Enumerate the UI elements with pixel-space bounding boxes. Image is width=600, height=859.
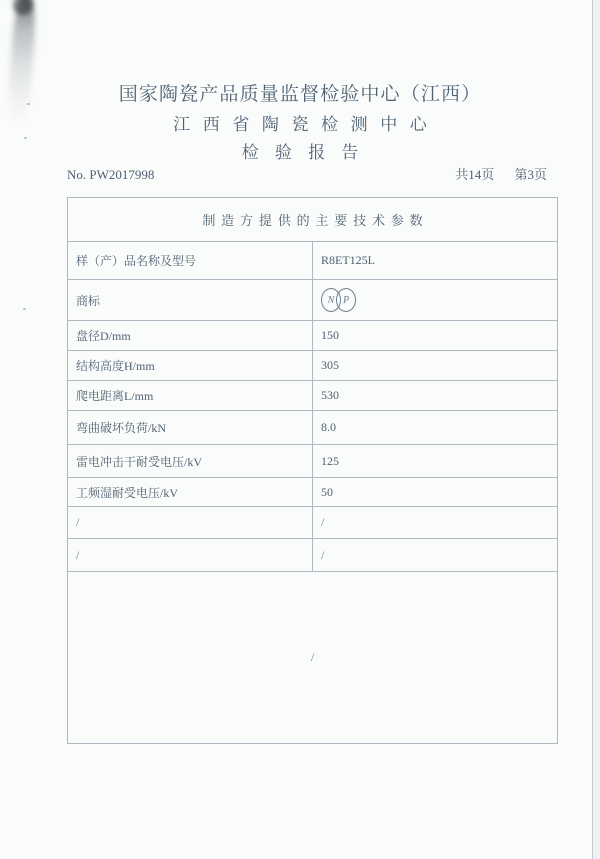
report-number: No. PW2017998 (67, 167, 155, 182)
logo-circle-n: N (321, 288, 341, 312)
table-row (68, 242, 558, 280)
param-value: 50 (321, 484, 333, 499)
table-row (68, 321, 558, 351)
table-title: 制造方提供的主要技术参数 (68, 198, 558, 242)
table-row (68, 445, 558, 478)
table-row (68, 351, 558, 381)
scan-speck (27, 103, 30, 105)
param-label: 商标 (76, 293, 101, 308)
table-row-empty (68, 539, 558, 572)
page-current: 第3页 (514, 167, 547, 182)
param-label: / (76, 515, 80, 529)
center-title: 江西省陶瓷检测中心 (173, 115, 440, 134)
param-value: 150 (321, 328, 339, 342)
param-value: / (321, 547, 325, 562)
table-row-empty (68, 507, 558, 539)
scan-speck (23, 308, 26, 310)
table-title-row (68, 198, 558, 242)
param-value: 305 (321, 358, 339, 372)
footer-cell: / (68, 572, 558, 744)
parameters-table (67, 197, 558, 744)
param-label: 雷电冲击干耐受电压/kV (76, 454, 203, 469)
pagination (455, 164, 558, 183)
param-label: 结构高度H/mm (76, 359, 155, 373)
table-row (68, 478, 558, 507)
scan-right-edge-strip (593, 0, 600, 859)
table-row (68, 411, 558, 445)
param-value: 125 (321, 453, 339, 468)
param-value: 530 (321, 388, 339, 402)
org-title: 国家陶瓷产品质量监督检验中心（江西） (118, 84, 482, 105)
scan-speck (24, 137, 27, 139)
param-label: 样（产）品名称及型号 (76, 254, 197, 268)
report-title: 检验报告 (241, 143, 375, 162)
table-row-trademark (68, 280, 558, 321)
param-label: 爬电距离L/mm (76, 389, 154, 403)
param-label: 盘径D/mm (76, 329, 131, 343)
logo-circle-p: P (336, 288, 356, 312)
table-row (68, 381, 558, 411)
pages-total: 共14页 (455, 167, 495, 182)
meta-row (67, 164, 558, 182)
table-footer-row (68, 572, 558, 744)
param-label: 弯曲破坏负荷/kN (76, 421, 167, 435)
trademark-logo (321, 288, 557, 312)
param-value: / (321, 515, 325, 529)
param-label: 工频湿耐受电压/kV (76, 485, 179, 500)
scan-smudge-artifact (6, 0, 37, 127)
param-label: / (76, 547, 80, 562)
param-value: 8.0 (321, 420, 336, 434)
param-value: R8ET125L (321, 253, 375, 267)
